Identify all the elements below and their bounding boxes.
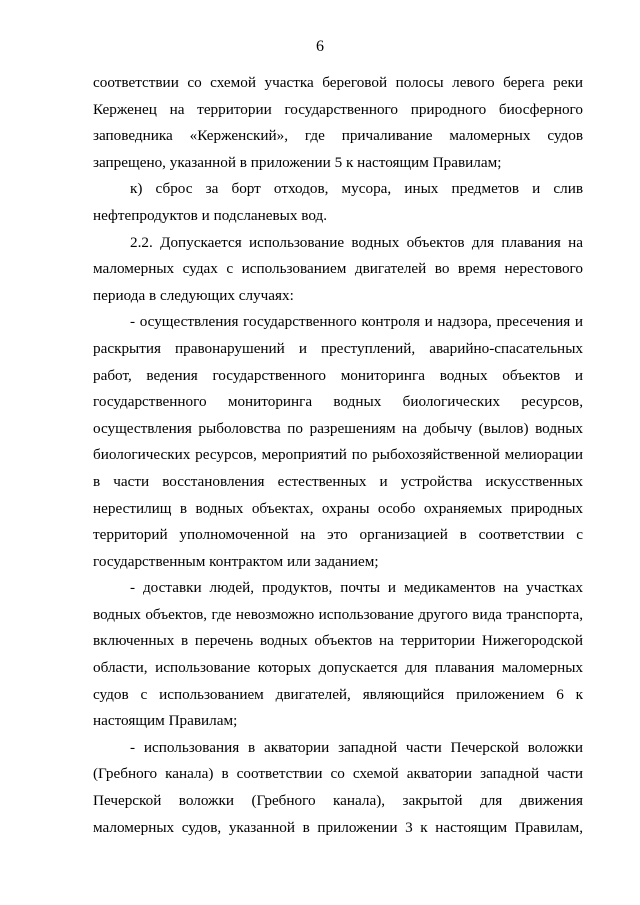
text-line: государственным контрактом или заданием; [93,552,379,570]
text-line: области, использование которых допускается для плавания маломерных [93,659,583,677]
text-line: биологических ресурсов, мероприятий по рыбохозяйственной мелиорации [93,446,583,464]
text-line: включенных в перечень водных объектов на территории Нижегородской [93,632,583,650]
page-number: 6 [316,38,324,55]
text-line: нерестилищ в водных объектах, охраны особо охраняемых природных [93,499,583,517]
text-line: заповедника «Керженский», где причаливание маломерных судов [93,127,583,145]
text-line: - осуществления государственного контроля и надзора, пресечения и [130,313,583,331]
text-line: запрещено, указанной в приложении 5 к настоящим Правилам; [93,153,502,171]
text-line: территорий уполномоченной на это организацией в соответствии с [93,526,583,544]
text-line: к) сброс за борт отходов, мусора, иных предметов и слив [130,180,583,198]
text-line: 2.2. Допускается использование водных объектов для плавания на [130,233,583,251]
text-line: (Гребного канала) в соответствии со схемой акватории западной части [93,765,583,783]
text-line: Керженец на территории государственного природного биосферного [93,100,583,118]
text-line: осуществления рыболовства по разрешениям на добычу (вылов) водных [93,419,583,437]
text-line: нефтепродуктов и подсланевых вод. [93,206,328,224]
text-line: - доставки людей, продуктов, почты и медикаментов на участках [130,579,583,597]
text-line: государственного мониторинга водных биологических ресурсов, [93,393,583,411]
text-line: работ, ведения государственного мониторинга водных объектов и [93,366,583,384]
text-line: судов с использованием двигателей, являющийся приложением 6 к [93,685,583,703]
document-body [93,70,583,841]
text-line: периода в следующих случаях: [93,286,294,304]
text-line: раскрытия правонарушений и преступлений, аварийно-спасательных [93,339,583,357]
text-line: Печерской воложки (Гребного канала), закрытой для движения [93,792,583,810]
text-line: водных объектов, где невозможно использование другого вида транспорта, [93,605,583,623]
text-line: - использования в акватории западной части Печерской воложки [130,738,583,756]
text-line: настоящим Правилам; [93,712,238,730]
text-line: соответствии со схемой участка береговой полосы левого берега реки [93,74,583,91]
text-line: маломерных судов, указанной в приложении 3 к настоящим Правилам, [93,818,583,836]
text-line: в части восстановления естественных и устройства искусственных [93,472,583,490]
text-line: маломерных судах с использованием двигателей во время нерестового [93,260,583,278]
